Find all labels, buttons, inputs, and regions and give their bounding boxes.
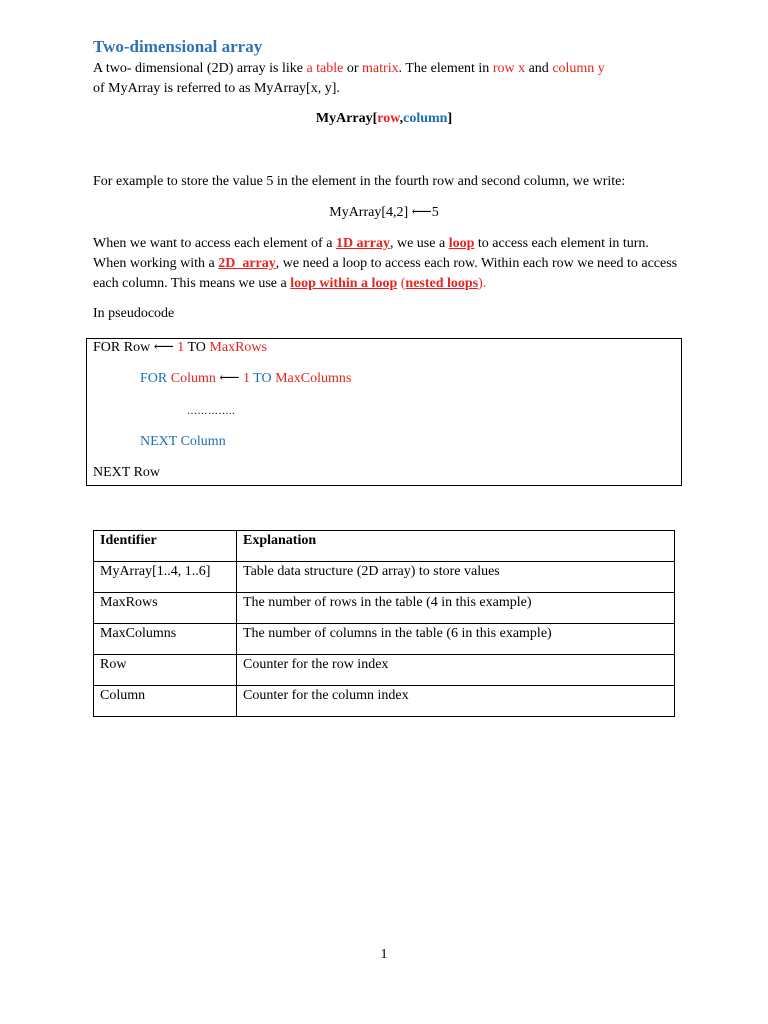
syntax-suffix: ] — [447, 111, 453, 126]
access-text: ( — [397, 276, 406, 291]
intro-text: A two- dimensional (2D) array is like — [93, 61, 307, 76]
term-1d-array: 1D array — [335, 236, 390, 251]
term-2d-array: 2D array — [218, 256, 276, 271]
table-term: a table — [306, 61, 344, 76]
keyword: TO — [249, 371, 276, 386]
table-header-row — [94, 531, 675, 562]
limit-value: MaxRows — [209, 340, 267, 355]
access-text: , we need a loop to access each row. Within each row we need to access each column. This means we use a — [93, 256, 678, 291]
table-cell: Counter for the row index — [237, 655, 675, 686]
matrix-term: matrix — [362, 61, 399, 76]
intro-paragraph — [93, 59, 683, 99]
table-row — [94, 655, 675, 686]
access-text: , we use a — [389, 236, 449, 251]
pseudocode-line-next-row: NEXT Row — [93, 465, 161, 480]
start-value: 1 — [177, 340, 185, 355]
term-nested-loops: nested loops — [405, 276, 479, 291]
example-paragraph: For example to store the value 5 in the element in the fourth row and second column, we write: — [93, 174, 626, 189]
table-header-cell: Identifier — [94, 531, 237, 562]
loop-variable: Column — [170, 371, 216, 386]
pseudocode-line-next-column: NEXT Column — [140, 434, 226, 449]
term-loop: loop — [448, 236, 475, 251]
table-cell: MaxRows — [94, 593, 237, 624]
term-loop-within-loop: loop within a loop — [290, 276, 398, 291]
example-code: MyArray[4,2] ⟵5 — [329, 205, 439, 220]
page-title: Two-dimensional array — [93, 37, 263, 56]
pseudocode-line-for-row — [93, 339, 267, 357]
access-text: When we want to access each element of a — [93, 236, 336, 251]
intro-text: and — [525, 61, 553, 76]
table-cell: MyArray[1..4, 1..6] — [94, 562, 237, 593]
keyword: FOR Row — [93, 340, 154, 355]
row-x-term: row x — [492, 61, 526, 76]
pseudocode-box — [86, 338, 682, 486]
table-row — [94, 593, 675, 624]
limit-value: MaxColumns — [275, 371, 352, 386]
keyword: TO — [184, 340, 210, 355]
pseudocode-line-body: ………….. — [187, 406, 235, 417]
identifier-table — [93, 530, 675, 717]
syntax-row: row — [377, 111, 400, 126]
table-cell: The number of columns in the table (6 in this example) — [237, 624, 675, 655]
syntax-comma: , — [399, 111, 404, 126]
syntax-line — [0, 109, 768, 129]
intro-text: of MyArray is referred to as MyArray[x, y]. — [93, 81, 340, 96]
keyword: FOR — [140, 371, 171, 386]
pseudocode-line-for-column — [140, 370, 351, 388]
table-header-cell: Explanation — [237, 531, 675, 562]
table-cell: Table data structure (2D array) to store values — [237, 562, 675, 593]
assign-arrow: ⟵ — [215, 371, 243, 386]
table-row — [94, 624, 675, 655]
table-row — [94, 686, 675, 717]
table-cell: The number of rows in the table (4 in this example) — [237, 593, 675, 624]
page-number: 1 — [380, 947, 388, 962]
intro-text: or — [343, 61, 363, 76]
table-row — [94, 562, 675, 593]
pseudocode-intro: In pseudocode — [93, 306, 175, 321]
table-cell: Row — [94, 655, 237, 686]
access-text: to access each element in turn. When working with a — [93, 236, 649, 271]
column-y-term: column y — [552, 61, 605, 76]
access-text: ). — [478, 276, 487, 291]
table-cell: MaxColumns — [94, 624, 237, 655]
syntax-prefix: MyArray[ — [315, 111, 378, 126]
access-paragraph — [93, 234, 683, 294]
assign-arrow: ⟵ — [153, 340, 178, 355]
start-value: 1 — [242, 371, 250, 386]
table-cell: Counter for the column index — [237, 686, 675, 717]
intro-text: . The element in — [398, 61, 493, 76]
table-cell: Column — [94, 686, 237, 717]
syntax-column: column — [403, 111, 448, 126]
